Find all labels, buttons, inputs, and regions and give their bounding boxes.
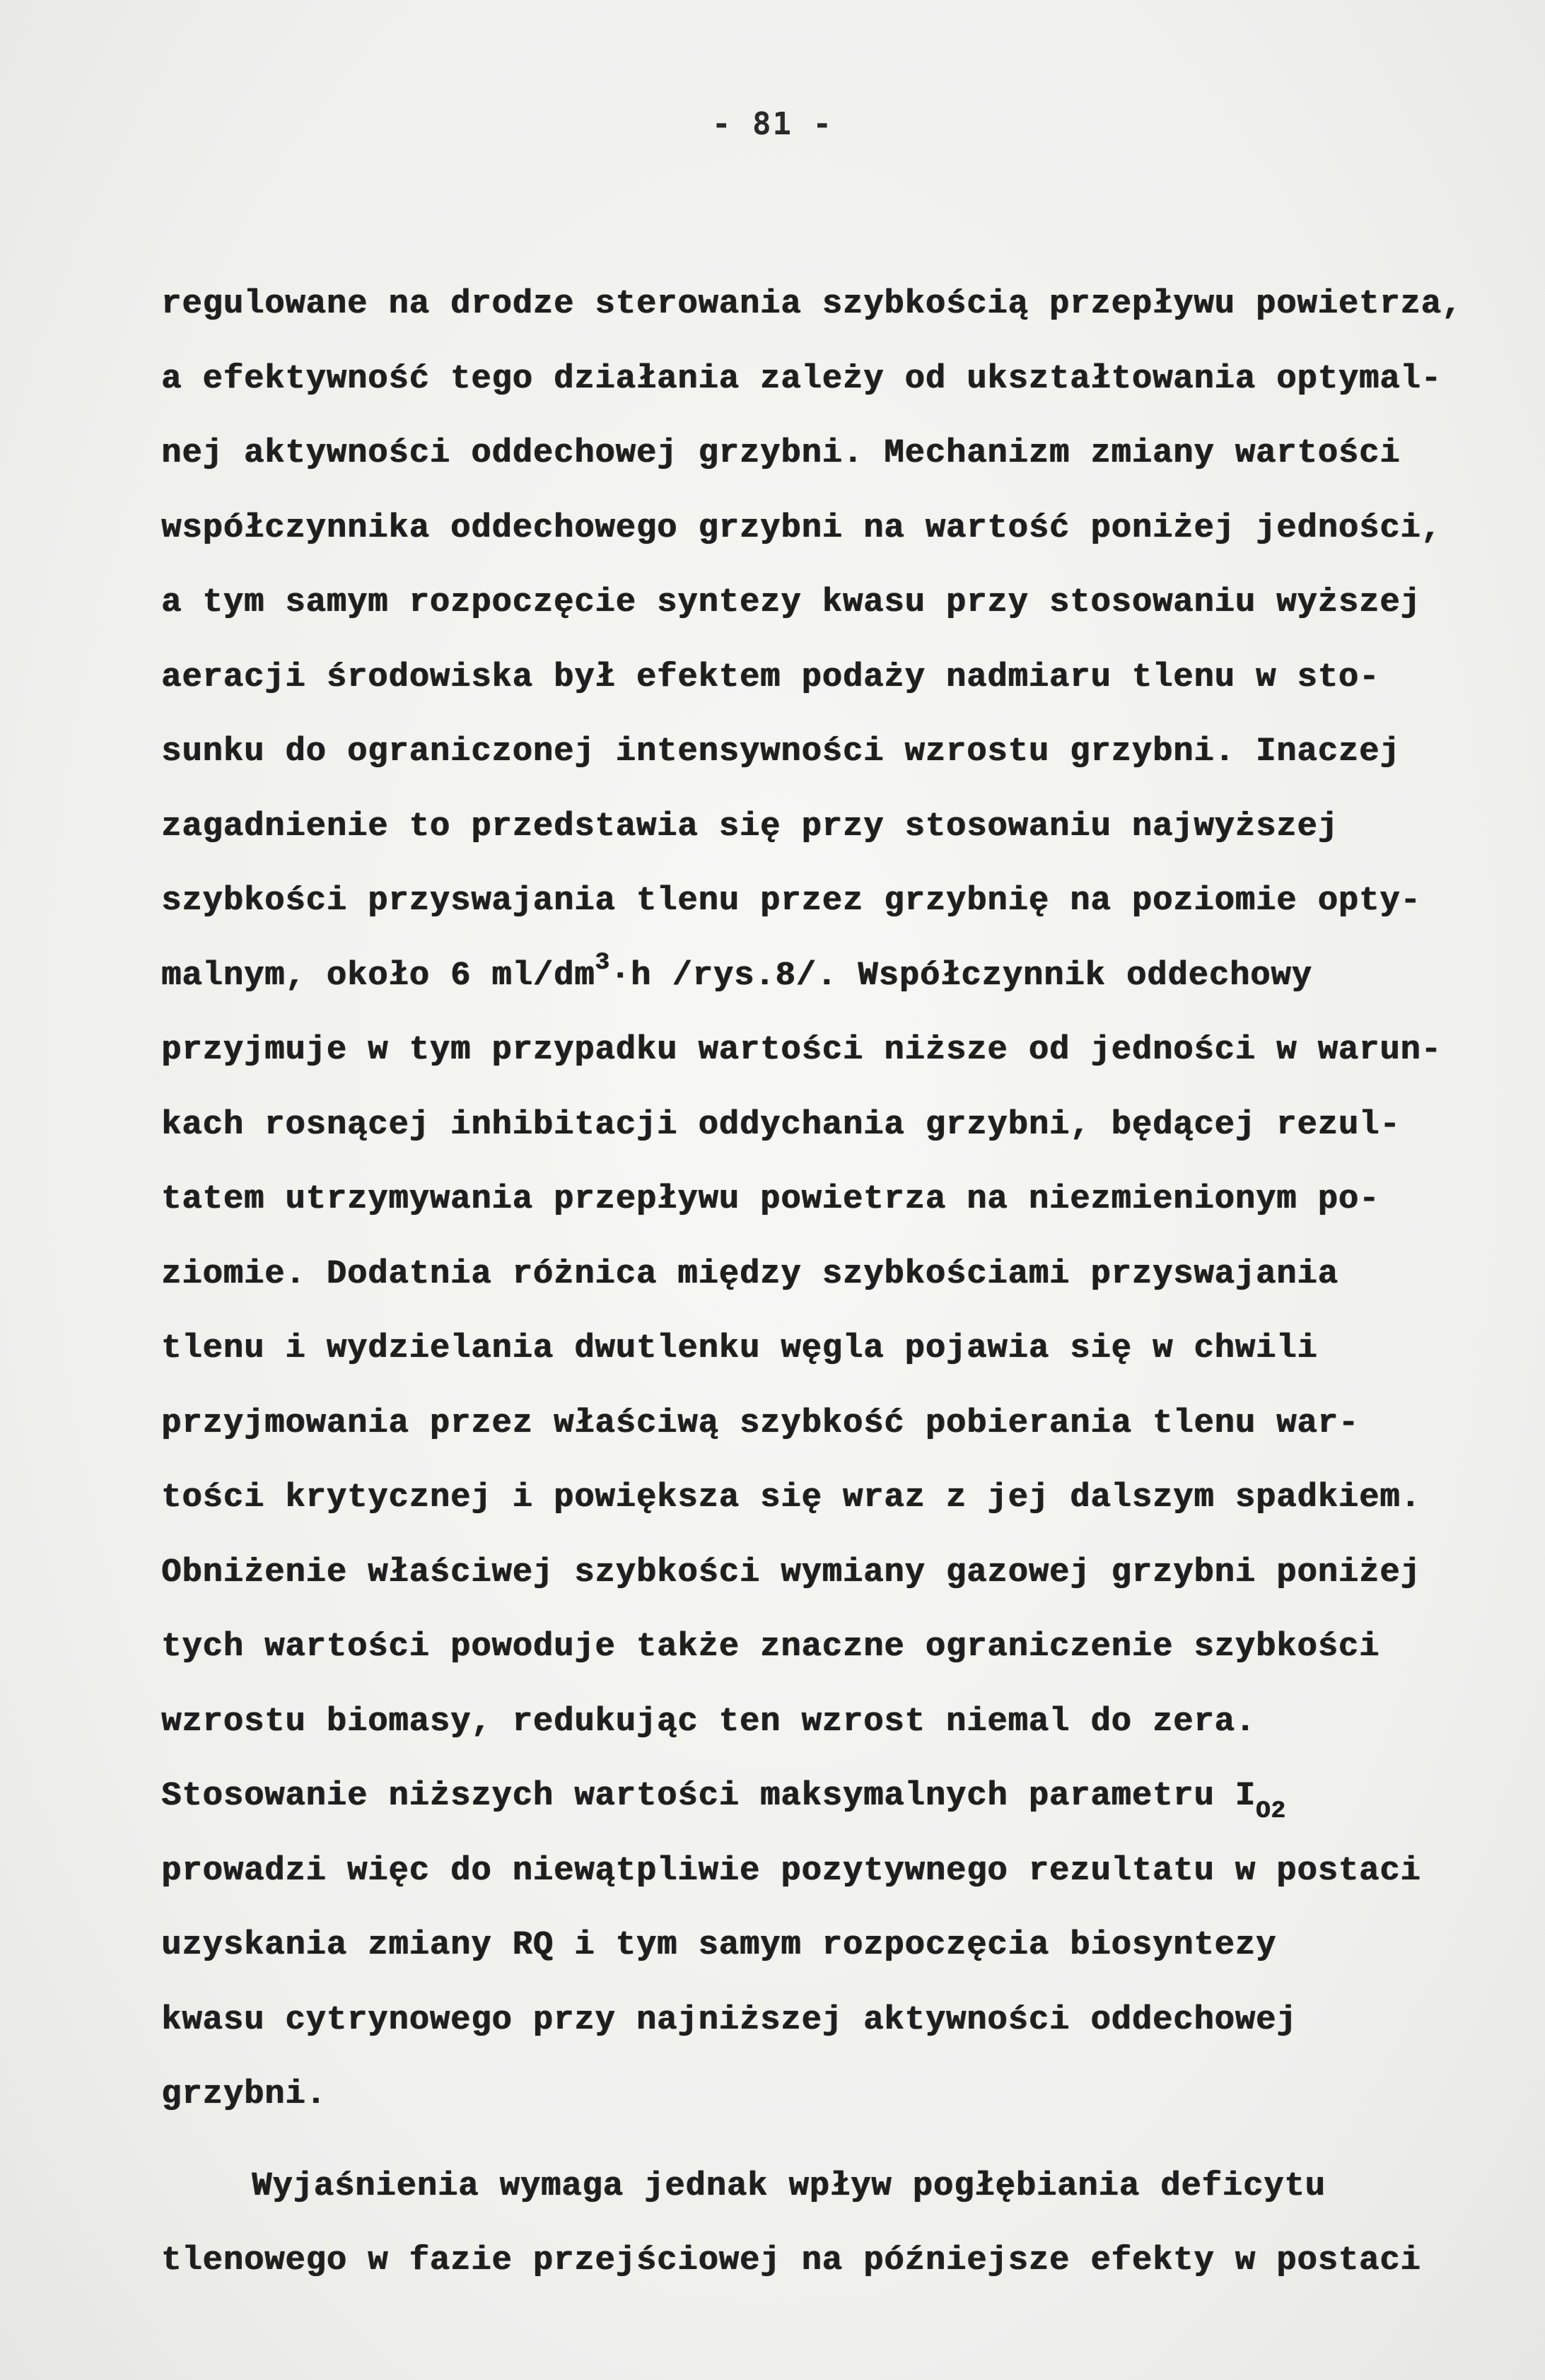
text-line-with-superscript (161, 939, 1505, 1014)
text-line: tlenu i wydzielania dwutlenku węgla pojawia się w chwili (161, 1330, 1318, 1367)
text-line: sunku do ograniczonej intensywności wzrostu grzybni. Inaczej (161, 733, 1401, 771)
text-line: współczynnika oddechowego grzybni na wartość poniżej jedności, (161, 509, 1442, 547)
text-line: grzybni. (161, 2076, 327, 2113)
text-line: szybkości przyswajania tlenu przez grzybnię na poziomie opty- (161, 882, 1421, 920)
text-fragment: Stosowanie niższych wartości maksymalnych parametru I (161, 1778, 1256, 1815)
text-line: uzyskania zmiany RQ i tym samym rozpoczęcia biosyntezy (161, 1927, 1277, 1964)
text-line: ziomie. Dodatnia różnica między szybkościami przyswajania (161, 1255, 1339, 1293)
typed-text-body (161, 267, 1505, 2299)
subscript: O2 (1255, 1798, 1286, 1825)
text-line: tlenowego w fazie przejściowej na późniejsze efekty w postaci (161, 2242, 1421, 2280)
text-line: kwasu cytrynowego przy najniższej aktywności oddechowej (161, 2001, 1298, 2039)
text-line: kach rosnącej inhibitacji oddychania grzybni, będącej rezul- (161, 1106, 1401, 1144)
text-line: a tym samym rozpoczęcie syntezy kwasu przy stosowaniu wyższej (161, 584, 1421, 622)
text-line: prowadzi więc do niewątpliwie pozytywnego rezultatu w postaci (161, 1852, 1421, 1890)
text-line: tatem utrzymywania przepływu powietrza na niezmienionym po- (161, 1181, 1380, 1218)
text-line: a efektywność tego działania zależy od ukształtowania optymal- (161, 360, 1442, 398)
paragraph-gap (161, 2133, 1505, 2149)
text-line: tości krytycznej i powiększa się wraz z jej dalszym spadkiem. (161, 1479, 1421, 1517)
text-line: przyjmowania przez właściwą szybkość pobierania tlenu war- (161, 1404, 1359, 1442)
text-line: nej aktywności oddechowej grzybni. Mechanizm zmiany wartości (161, 435, 1401, 472)
text-line-with-subscript (161, 1759, 1505, 1834)
text-line: aeracji środowiska był efektem podaży nadmiaru tlenu w sto- (161, 658, 1380, 696)
page-number: - 81 - (712, 106, 833, 142)
text-line: regulowane na drodze sterowania szybkością przepływu powietrza, (161, 286, 1462, 323)
text-line: zagadnienie to przedstawia się przy stosowaniu najwyższej (161, 807, 1339, 846)
text-line: Obniżenie właściwej szybkości wymiany gazowej grzybni poniżej (161, 1553, 1421, 1592)
text-fragment: ·h /rys.8/. Współczynnik oddechowy (610, 957, 1312, 995)
text-line: przyjmuje w tym przypadku wartości niższe od jedności w warun- (161, 1032, 1442, 1069)
text-fragment: malnym, około 6 ml/dm (161, 957, 595, 995)
superscript: 3 (595, 949, 610, 976)
text-line: Wyjaśnienia wymaga jednak wpływ pogłębiania deficytu (252, 2167, 1326, 2205)
text-line: tych wartości powoduje także znaczne ograniczenie szybkości (161, 1628, 1380, 1666)
text-line: wzrostu biomasy, redukując ten wzrost niemal do zera. (161, 1703, 1256, 1741)
